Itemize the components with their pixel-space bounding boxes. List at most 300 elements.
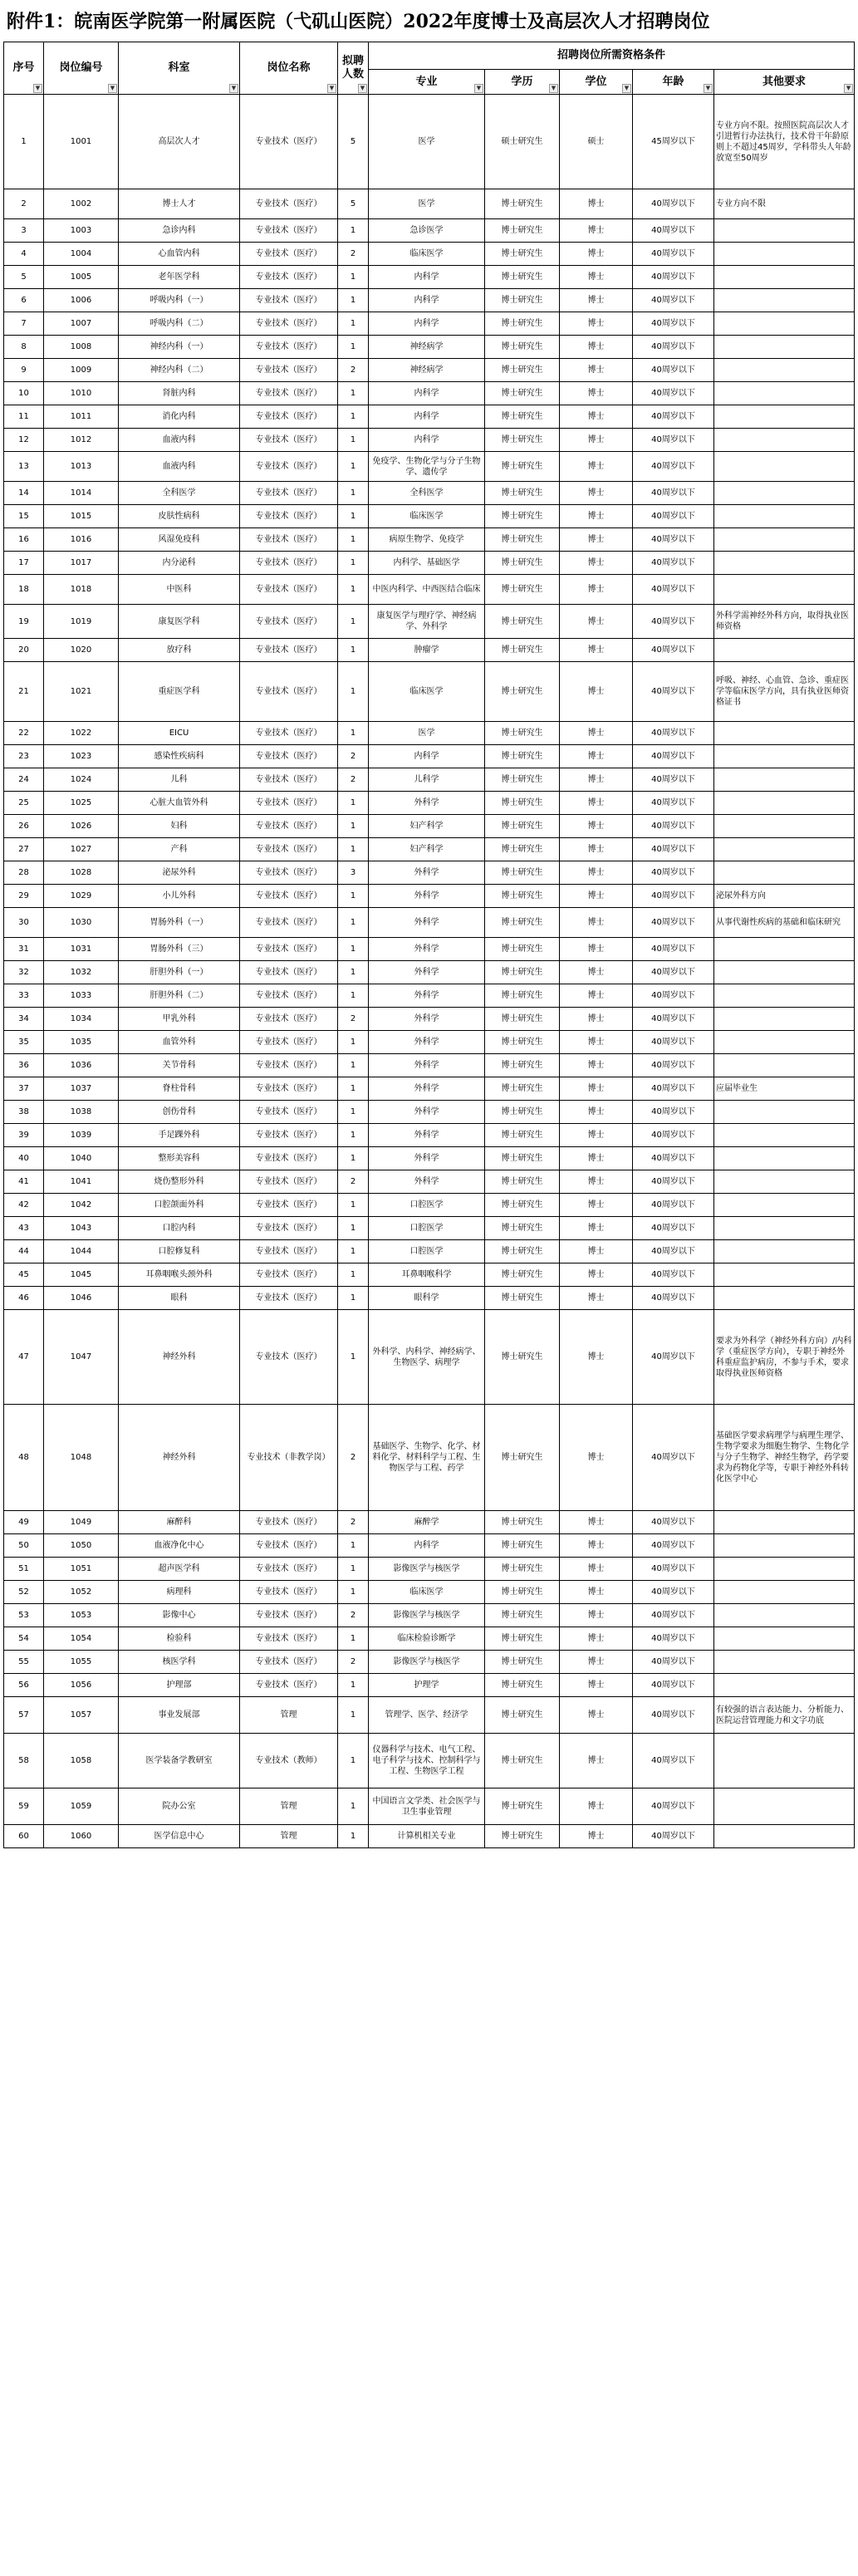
cell-age: 40周岁以下 bbox=[633, 1077, 714, 1101]
cell-other bbox=[714, 1674, 855, 1697]
cell-seq: 36 bbox=[4, 1054, 44, 1077]
cell-seq: 59 bbox=[4, 1788, 44, 1825]
table-row bbox=[4, 815, 855, 838]
cell-age: 40周岁以下 bbox=[633, 405, 714, 429]
cell-age: 40周岁以下 bbox=[633, 552, 714, 575]
cell-seq: 56 bbox=[4, 1674, 44, 1697]
cell-num: 2 bbox=[338, 359, 369, 382]
cell-seq: 29 bbox=[4, 885, 44, 908]
cell-age: 40周岁以下 bbox=[633, 1310, 714, 1405]
cell-age: 40周岁以下 bbox=[633, 1008, 714, 1031]
table-row bbox=[4, 1194, 855, 1217]
cell-degree: 硕士 bbox=[560, 95, 633, 189]
cell-dept: 神经外科 bbox=[119, 1405, 240, 1511]
cell-num: 1 bbox=[338, 266, 369, 289]
cell-dept: 康复医学科 bbox=[119, 605, 240, 639]
cell-degree: 博士 bbox=[560, 243, 633, 266]
cell-edu: 博士研究生 bbox=[485, 1077, 560, 1101]
cell-seq: 30 bbox=[4, 908, 44, 938]
table-row bbox=[4, 452, 855, 482]
header-num: 拟聘人数 ▼ bbox=[338, 42, 369, 95]
page-title: 附件1：皖南医学院第一附属医院（弋矶山医院）2022年度博士及高层次人才招聘岗位 bbox=[7, 11, 710, 32]
cell-other bbox=[714, 552, 855, 575]
cell-age: 40周岁以下 bbox=[633, 219, 714, 243]
cell-other bbox=[714, 405, 855, 429]
cell-post: 专业技术（医疗） bbox=[240, 405, 338, 429]
cell-age: 40周岁以下 bbox=[633, 1734, 714, 1788]
header-code: 岗位编号 ▼ bbox=[44, 42, 119, 95]
cell-post: 专业技术（医疗） bbox=[240, 1534, 338, 1558]
cell-code: 1007 bbox=[44, 312, 119, 336]
cell-age: 40周岁以下 bbox=[633, 528, 714, 552]
cell-age: 40周岁以下 bbox=[633, 1194, 714, 1217]
cell-num: 1 bbox=[338, 1697, 369, 1734]
cell-other bbox=[714, 429, 855, 452]
cell-code: 1016 bbox=[44, 528, 119, 552]
cell-edu: 博士研究生 bbox=[485, 312, 560, 336]
cell-code: 1027 bbox=[44, 838, 119, 861]
cell-post: 专业技术（医疗） bbox=[240, 1170, 338, 1194]
table-row bbox=[4, 95, 855, 189]
cell-dept: 重症医学科 bbox=[119, 662, 240, 722]
cell-dept: 急诊内科 bbox=[119, 219, 240, 243]
table-row bbox=[4, 219, 855, 243]
cell-degree: 博士 bbox=[560, 662, 633, 722]
cell-other bbox=[714, 289, 855, 312]
cell-degree: 博士 bbox=[560, 189, 633, 219]
cell-other bbox=[714, 1511, 855, 1534]
filter-dropdown-icon[interactable]: ▼ bbox=[327, 84, 336, 93]
cell-age: 40周岁以下 bbox=[633, 1170, 714, 1194]
cell-post: 专业技术（医疗） bbox=[240, 745, 338, 768]
cell-dept: 创伤骨科 bbox=[119, 1101, 240, 1124]
cell-seq: 7 bbox=[4, 312, 44, 336]
cell-other bbox=[714, 266, 855, 289]
cell-age: 40周岁以下 bbox=[633, 1054, 714, 1077]
cell-edu: 博士研究生 bbox=[485, 1194, 560, 1217]
cell-edu: 博士研究生 bbox=[485, 1511, 560, 1534]
cell-edu: 博士研究生 bbox=[485, 1627, 560, 1651]
cell-code: 1021 bbox=[44, 662, 119, 722]
cell-num: 1 bbox=[338, 219, 369, 243]
cell-degree: 博士 bbox=[560, 1077, 633, 1101]
cell-other bbox=[714, 984, 855, 1008]
table-row bbox=[4, 1558, 855, 1581]
cell-major: 内科学 bbox=[369, 1534, 485, 1558]
filter-dropdown-icon[interactable]: ▼ bbox=[622, 84, 631, 93]
cell-major: 外科学 bbox=[369, 792, 485, 815]
table-row bbox=[4, 861, 855, 885]
cell-num: 1 bbox=[338, 1734, 369, 1788]
cell-edu: 博士研究生 bbox=[485, 1101, 560, 1124]
cell-num: 1 bbox=[338, 289, 369, 312]
cell-edu: 博士研究生 bbox=[485, 662, 560, 722]
cell-seq: 50 bbox=[4, 1534, 44, 1558]
cell-major: 中国语言文学类、社会医学与卫生事业管理 bbox=[369, 1788, 485, 1825]
cell-major: 内科学 bbox=[369, 266, 485, 289]
cell-edu: 博士研究生 bbox=[485, 745, 560, 768]
cell-num: 1 bbox=[338, 1031, 369, 1054]
cell-other bbox=[714, 1581, 855, 1604]
cell-seq: 43 bbox=[4, 1217, 44, 1240]
cell-age: 40周岁以下 bbox=[633, 1287, 714, 1310]
cell-degree: 博士 bbox=[560, 382, 633, 405]
cell-seq: 42 bbox=[4, 1194, 44, 1217]
cell-edu: 博士研究生 bbox=[485, 452, 560, 482]
cell-code: 1060 bbox=[44, 1825, 119, 1848]
cell-other bbox=[714, 1263, 855, 1287]
cell-dept: 医学信息中心 bbox=[119, 1825, 240, 1848]
cell-post: 专业技术（医疗） bbox=[240, 528, 338, 552]
cell-edu: 博士研究生 bbox=[485, 1604, 560, 1627]
cell-other bbox=[714, 1627, 855, 1651]
cell-post: 专业技术（医疗） bbox=[240, 505, 338, 528]
cell-dept: 呼吸内科（二） bbox=[119, 312, 240, 336]
cell-seq: 25 bbox=[4, 792, 44, 815]
cell-post: 专业技术（医疗） bbox=[240, 885, 338, 908]
cell-edu: 博士研究生 bbox=[485, 838, 560, 861]
cell-edu: 博士研究生 bbox=[485, 505, 560, 528]
cell-other: 基础医学要求病理学与病理生理学、生物学要求为细胞生物学、生物化学与分子生物学、神经生物学，药学要求为药物化学等，专职于神经外科转化医学中心 bbox=[714, 1405, 855, 1511]
cell-seq: 17 bbox=[4, 552, 44, 575]
cell-other bbox=[714, 938, 855, 961]
cell-degree: 博士 bbox=[560, 1697, 633, 1734]
cell-dept: 中医科 bbox=[119, 575, 240, 605]
cell-num: 2 bbox=[338, 243, 369, 266]
table-row bbox=[4, 1651, 855, 1674]
cell-degree: 博士 bbox=[560, 1054, 633, 1077]
filter-dropdown-icon[interactable]: ▼ bbox=[358, 84, 367, 93]
cell-dept: 胃肠外科（一） bbox=[119, 908, 240, 938]
cell-age: 40周岁以下 bbox=[633, 1651, 714, 1674]
cell-code: 1011 bbox=[44, 405, 119, 429]
cell-major: 内科学 bbox=[369, 289, 485, 312]
cell-major: 外科学、内科学、神经病学、生物医学、病理学 bbox=[369, 1310, 485, 1405]
cell-seq: 5 bbox=[4, 266, 44, 289]
cell-dept: 耳鼻咽喉头颈外科 bbox=[119, 1263, 240, 1287]
cell-other bbox=[714, 382, 855, 405]
cell-age: 40周岁以下 bbox=[633, 1604, 714, 1627]
cell-degree: 博士 bbox=[560, 1651, 633, 1674]
cell-edu: 博士研究生 bbox=[485, 552, 560, 575]
cell-age: 40周岁以下 bbox=[633, 1581, 714, 1604]
cell-num: 1 bbox=[338, 336, 369, 359]
cell-major: 急诊医学 bbox=[369, 219, 485, 243]
cell-age: 40周岁以下 bbox=[633, 1511, 714, 1534]
table-row bbox=[4, 745, 855, 768]
cell-post: 专业技术（医疗） bbox=[240, 189, 338, 219]
cell-degree: 博士 bbox=[560, 1194, 633, 1217]
header-post: 岗位名称 ▼ bbox=[240, 42, 338, 95]
cell-major: 基础医学、生物学、化学、材料化学、材料科学与工程、生物医学与工程、药学 bbox=[369, 1405, 485, 1511]
cell-age: 40周岁以下 bbox=[633, 768, 714, 792]
cell-degree: 博士 bbox=[560, 861, 633, 885]
cell-dept: 医学装备学教研室 bbox=[119, 1734, 240, 1788]
cell-degree: 博士 bbox=[560, 336, 633, 359]
cell-num: 2 bbox=[338, 768, 369, 792]
cell-age: 40周岁以下 bbox=[633, 1825, 714, 1848]
cell-age: 40周岁以下 bbox=[633, 1124, 714, 1147]
cell-seq: 6 bbox=[4, 289, 44, 312]
cell-seq: 46 bbox=[4, 1287, 44, 1310]
cell-other: 应届毕业生 bbox=[714, 1077, 855, 1101]
table-row bbox=[4, 961, 855, 984]
cell-code: 1020 bbox=[44, 639, 119, 662]
cell-post: 专业技术（医疗） bbox=[240, 1581, 338, 1604]
cell-major: 外科学 bbox=[369, 885, 485, 908]
cell-post: 专业技术（医疗） bbox=[240, 1651, 338, 1674]
cell-dept: 整形美容科 bbox=[119, 1147, 240, 1170]
cell-degree: 博士 bbox=[560, 1627, 633, 1651]
table-row bbox=[4, 359, 855, 382]
cell-seq: 19 bbox=[4, 605, 44, 639]
cell-code: 1025 bbox=[44, 792, 119, 815]
cell-num: 1 bbox=[338, 1077, 369, 1101]
cell-post: 专业技术（医疗） bbox=[240, 243, 338, 266]
cell-major: 外科学 bbox=[369, 1170, 485, 1194]
cell-major: 内科学 bbox=[369, 745, 485, 768]
cell-post: 专业技术（医疗） bbox=[240, 1263, 338, 1287]
cell-edu: 博士研究生 bbox=[485, 768, 560, 792]
cell-other bbox=[714, 1534, 855, 1558]
cell-age: 40周岁以下 bbox=[633, 662, 714, 722]
cell-num: 5 bbox=[338, 95, 369, 189]
cell-code: 1006 bbox=[44, 289, 119, 312]
table-row bbox=[4, 1124, 855, 1147]
cell-post: 专业技术（医疗） bbox=[240, 1031, 338, 1054]
cell-post: 专业技术（医疗） bbox=[240, 552, 338, 575]
cell-major: 儿科学 bbox=[369, 768, 485, 792]
cell-age: 40周岁以下 bbox=[633, 815, 714, 838]
cell-degree: 博士 bbox=[560, 1674, 633, 1697]
cell-seq: 35 bbox=[4, 1031, 44, 1054]
cell-other bbox=[714, 1788, 855, 1825]
cell-major: 影像医学与核医学 bbox=[369, 1558, 485, 1581]
cell-major: 内科学、基础医学 bbox=[369, 552, 485, 575]
cell-code: 1036 bbox=[44, 1054, 119, 1077]
cell-edu: 博士研究生 bbox=[485, 1788, 560, 1825]
table-row bbox=[4, 1054, 855, 1077]
cell-other bbox=[714, 861, 855, 885]
cell-dept: 儿科 bbox=[119, 768, 240, 792]
cell-post: 专业技术（医疗） bbox=[240, 961, 338, 984]
cell-seq: 31 bbox=[4, 938, 44, 961]
cell-major: 影像医学与核医学 bbox=[369, 1651, 485, 1674]
cell-post: 专业技术（医疗） bbox=[240, 1008, 338, 1031]
cell-dept: 消化内科 bbox=[119, 405, 240, 429]
cell-dept: 超声医学科 bbox=[119, 1558, 240, 1581]
cell-edu: 博士研究生 bbox=[485, 1124, 560, 1147]
cell-code: 1001 bbox=[44, 95, 119, 189]
table-row bbox=[4, 1031, 855, 1054]
cell-degree: 博士 bbox=[560, 452, 633, 482]
cell-major: 外科学 bbox=[369, 1124, 485, 1147]
header-conditions: 招聘岗位所需资格条件 bbox=[369, 42, 855, 70]
cell-major: 内科学 bbox=[369, 429, 485, 452]
cell-num: 3 bbox=[338, 861, 369, 885]
table-row bbox=[4, 1101, 855, 1124]
cell-post: 专业技术（医疗） bbox=[240, 95, 338, 189]
cell-other bbox=[714, 336, 855, 359]
cell-degree: 博士 bbox=[560, 639, 633, 662]
cell-major: 神经病学 bbox=[369, 336, 485, 359]
cell-other bbox=[714, 1031, 855, 1054]
cell-age: 40周岁以下 bbox=[633, 861, 714, 885]
table-row bbox=[4, 984, 855, 1008]
cell-code: 1032 bbox=[44, 961, 119, 984]
cell-seq: 10 bbox=[4, 382, 44, 405]
cell-dept: 麻醉科 bbox=[119, 1511, 240, 1534]
cell-seq: 11 bbox=[4, 405, 44, 429]
cell-degree: 博士 bbox=[560, 908, 633, 938]
table-row bbox=[4, 243, 855, 266]
cell-seq: 52 bbox=[4, 1581, 44, 1604]
cell-post: 专业技术（医疗） bbox=[240, 1627, 338, 1651]
filter-dropdown-icon[interactable]: ▼ bbox=[844, 84, 853, 93]
filter-dropdown-icon[interactable]: ▼ bbox=[549, 84, 558, 93]
cell-post: 专业技术（医疗） bbox=[240, 575, 338, 605]
cell-code: 1023 bbox=[44, 745, 119, 768]
cell-seq: 22 bbox=[4, 722, 44, 745]
cell-degree: 博士 bbox=[560, 219, 633, 243]
table-row bbox=[4, 1263, 855, 1287]
cell-other: 专业方向不限。按照医院高层次人才引进暂行办法执行，技术骨干年龄原则上不超过45周岁，学科带头人年龄放宽至50周岁 bbox=[714, 95, 855, 189]
cell-edu: 博士研究生 bbox=[485, 908, 560, 938]
cell-major: 病原生物学、免疫学 bbox=[369, 528, 485, 552]
table-row bbox=[4, 1734, 855, 1788]
cell-dept: 血液内科 bbox=[119, 429, 240, 452]
cell-num: 1 bbox=[338, 1534, 369, 1558]
cell-num: 1 bbox=[338, 838, 369, 861]
cell-post: 专业技术（医疗） bbox=[240, 605, 338, 639]
filter-dropdown-icon[interactable]: ▼ bbox=[474, 84, 483, 93]
cell-age: 40周岁以下 bbox=[633, 1697, 714, 1734]
cell-age: 40周岁以下 bbox=[633, 838, 714, 861]
cell-seq: 18 bbox=[4, 575, 44, 605]
cell-degree: 博士 bbox=[560, 938, 633, 961]
cell-age: 40周岁以下 bbox=[633, 984, 714, 1008]
cell-post: 专业技术（医疗） bbox=[240, 984, 338, 1008]
cell-edu: 博士研究生 bbox=[485, 405, 560, 429]
cell-code: 1056 bbox=[44, 1674, 119, 1697]
cell-major: 免疫学、生物化学与分子生物学、遗传学 bbox=[369, 452, 485, 482]
cell-seq: 4 bbox=[4, 243, 44, 266]
cell-major: 麻醉学 bbox=[369, 1511, 485, 1534]
cell-edu: 博士研究生 bbox=[485, 792, 560, 815]
cell-seq: 9 bbox=[4, 359, 44, 382]
cell-degree: 博士 bbox=[560, 605, 633, 639]
cell-code: 1005 bbox=[44, 266, 119, 289]
filter-dropdown-icon[interactable]: ▼ bbox=[704, 84, 713, 93]
cell-dept: 妇科 bbox=[119, 815, 240, 838]
cell-other: 泌尿外科方向 bbox=[714, 885, 855, 908]
cell-other bbox=[714, 359, 855, 382]
cell-post: 专业技术（医疗） bbox=[240, 1217, 338, 1240]
cell-code: 1058 bbox=[44, 1734, 119, 1788]
cell-age: 45周岁以下 bbox=[633, 95, 714, 189]
cell-edu: 博士研究生 bbox=[485, 1147, 560, 1170]
cell-other bbox=[714, 1217, 855, 1240]
cell-post: 专业技术（医疗） bbox=[240, 1124, 338, 1147]
filter-dropdown-icon[interactable]: ▼ bbox=[108, 84, 117, 93]
cell-edu: 博士研究生 bbox=[485, 1054, 560, 1077]
recruitment-table bbox=[3, 42, 855, 1848]
cell-other bbox=[714, 1101, 855, 1124]
cell-major: 临床医学 bbox=[369, 662, 485, 722]
cell-seq: 55 bbox=[4, 1651, 44, 1674]
cell-num: 1 bbox=[338, 312, 369, 336]
cell-degree: 博士 bbox=[560, 1124, 633, 1147]
cell-post: 专业技术（医疗） bbox=[240, 1511, 338, 1534]
cell-num: 1 bbox=[338, 452, 369, 482]
cell-degree: 博士 bbox=[560, 768, 633, 792]
cell-edu: 博士研究生 bbox=[485, 1310, 560, 1405]
cell-num: 1 bbox=[338, 938, 369, 961]
cell-dept: 护理部 bbox=[119, 1674, 240, 1697]
cell-code: 1038 bbox=[44, 1101, 119, 1124]
cell-age: 40周岁以下 bbox=[633, 359, 714, 382]
table-row bbox=[4, 1697, 855, 1734]
cell-other bbox=[714, 482, 855, 505]
cell-edu: 博士研究生 bbox=[485, 1697, 560, 1734]
table-row bbox=[4, 1077, 855, 1101]
cell-code: 1049 bbox=[44, 1511, 119, 1534]
cell-other bbox=[714, 1008, 855, 1031]
cell-major: 医学 bbox=[369, 189, 485, 219]
cell-other bbox=[714, 1170, 855, 1194]
cell-num: 1 bbox=[338, 639, 369, 662]
filter-dropdown-icon[interactable]: ▼ bbox=[33, 84, 42, 93]
cell-dept: 口腔内科 bbox=[119, 1217, 240, 1240]
cell-dept: 院办公室 bbox=[119, 1788, 240, 1825]
header-other: 其他要求 ▼ bbox=[714, 70, 855, 95]
cell-major: 外科学 bbox=[369, 1008, 485, 1031]
cell-dept: 关节骨科 bbox=[119, 1054, 240, 1077]
cell-dept: 甲乳外科 bbox=[119, 1008, 240, 1031]
cell-degree: 博士 bbox=[560, 1170, 633, 1194]
cell-code: 1051 bbox=[44, 1558, 119, 1581]
cell-code: 1004 bbox=[44, 243, 119, 266]
cell-code: 1041 bbox=[44, 1170, 119, 1194]
cell-other bbox=[714, 1194, 855, 1217]
cell-code: 1028 bbox=[44, 861, 119, 885]
cell-num: 1 bbox=[338, 1124, 369, 1147]
cell-code: 1044 bbox=[44, 1240, 119, 1263]
cell-seq: 23 bbox=[4, 745, 44, 768]
table-row bbox=[4, 405, 855, 429]
cell-degree: 博士 bbox=[560, 1310, 633, 1405]
cell-edu: 博士研究生 bbox=[485, 243, 560, 266]
cell-code: 1050 bbox=[44, 1534, 119, 1558]
table-row bbox=[4, 1674, 855, 1697]
cell-age: 40周岁以下 bbox=[633, 961, 714, 984]
filter-dropdown-icon[interactable]: ▼ bbox=[229, 84, 238, 93]
cell-edu: 博士研究生 bbox=[485, 639, 560, 662]
cell-seq: 54 bbox=[4, 1627, 44, 1651]
cell-dept: 呼吸内科（一） bbox=[119, 289, 240, 312]
cell-major: 外科学 bbox=[369, 1101, 485, 1124]
cell-dept: 眼科 bbox=[119, 1287, 240, 1310]
cell-seq: 2 bbox=[4, 189, 44, 219]
cell-age: 40周岁以下 bbox=[633, 1240, 714, 1263]
cell-major: 外科学 bbox=[369, 861, 485, 885]
cell-seq: 44 bbox=[4, 1240, 44, 1263]
cell-age: 40周岁以下 bbox=[633, 1788, 714, 1825]
cell-other bbox=[714, 1825, 855, 1848]
cell-code: 1018 bbox=[44, 575, 119, 605]
cell-age: 40周岁以下 bbox=[633, 289, 714, 312]
table-row bbox=[4, 429, 855, 452]
